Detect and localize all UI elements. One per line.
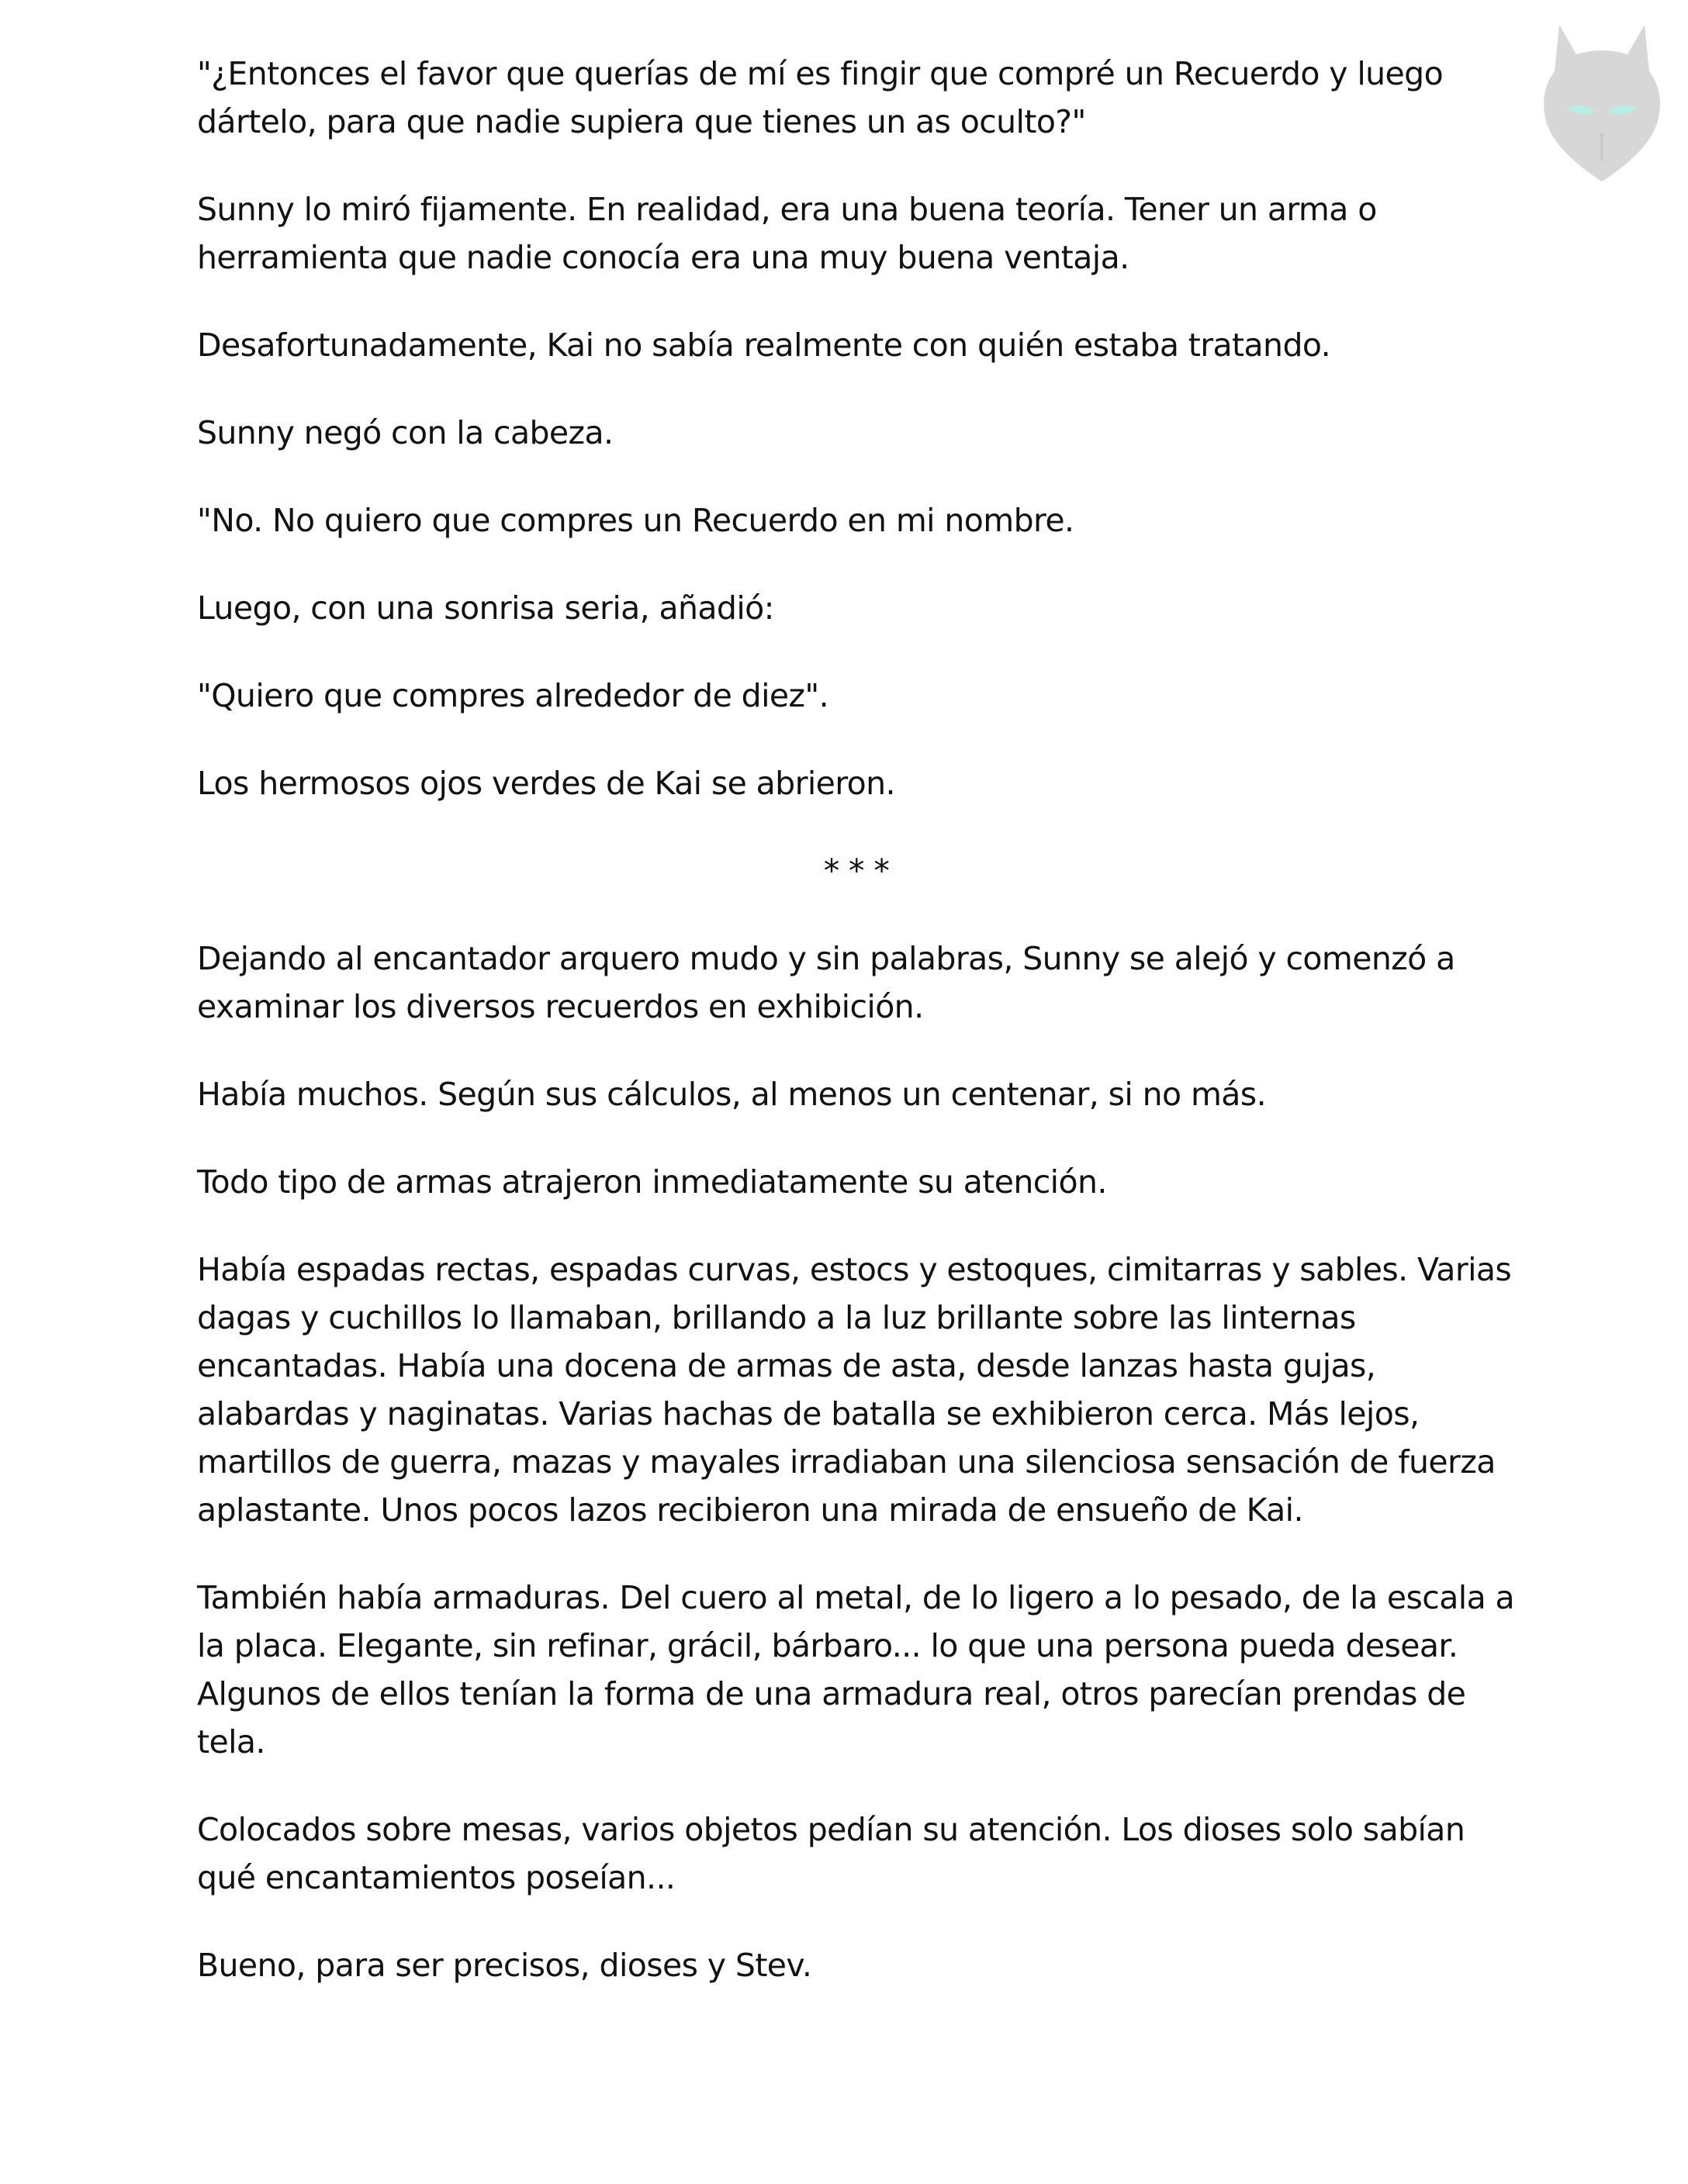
paragraph: Todo tipo de armas atrajeron inmediatamente su atención. <box>197 1163 1107 1201</box>
paragraph: Luego, con una sonrisa seria, añadió: <box>197 589 774 627</box>
scene-separator: * * * <box>823 852 890 890</box>
paragraph: Colocados sobre mesas, varios objetos pedían su atención. Los dioses solo sabían qué encantamientos poseían... <box>197 1811 1465 1896</box>
paragraph: Había espadas rectas, espadas curvas, estocs y estoques, cimitarras y sables. Varias dagas y cuchillos lo llamaban, brillando a la luz brillante sobre las linternas encantadas. Había una docena de armas de asta, desde lanzas hasta gujas, alabardas y naginatas. Varias hachas de batalla se exhibieron cerca. Más lejos, martillos de guerra, mazas y mayales irradiaban una silenciosa sensación de fuerza aplastante. Unos pocos lazos recibieron una mirada de ensueño de Kai. <box>197 1251 1512 1529</box>
paragraph: Bueno, para ser precisos, dioses y Stev. <box>197 1947 812 1984</box>
paragraph: Dejando al encantador arquero mudo y sin palabras, Sunny se alejó y comenzó a examinar los diversos recuerdos en exhibición. <box>197 940 1455 1025</box>
paragraph: Sunny negó con la cabeza. <box>197 414 614 451</box>
demon-mask-icon <box>1528 17 1676 188</box>
paragraph: Desafortunadamente, Kai no sabía realmente con quién estaba tratando. <box>197 327 1331 364</box>
paragraph: Había muchos. Según sus cálculos, al menos un centenar, si no más. <box>197 1076 1267 1113</box>
paragraph: "¿Entonces el favor que querías de mí es fingir que compré un Recuerdo y luego dártelo, para que nadie supiera que tienes un as oculto?" <box>197 55 1444 140</box>
paragraph: Sunny lo miró fijamente. En realidad, era una buena teoría. Tener un arma o herramienta que nadie conocía era una muy buena ventaja. <box>197 191 1377 276</box>
paragraph: "No. No quiero que compres un Recuerdo en mi nombre. <box>197 502 1074 539</box>
paragraph: Los hermosos ojos verdes de Kai se abrieron. <box>197 765 895 802</box>
paragraph: También había armaduras. Del cuero al metal, de lo ligero a lo pesado, de la escala a la placa. Elegante, sin refinar, grácil, bárbaro... lo que una persona pueda desear. Algunos de ellos tenían la forma de una armadura real, otros parecían prendas de tela. <box>197 1579 1515 1761</box>
paragraph: "Quiero que compres alrededor de diez". <box>197 677 829 714</box>
document-body <box>197 50 1516 2029</box>
